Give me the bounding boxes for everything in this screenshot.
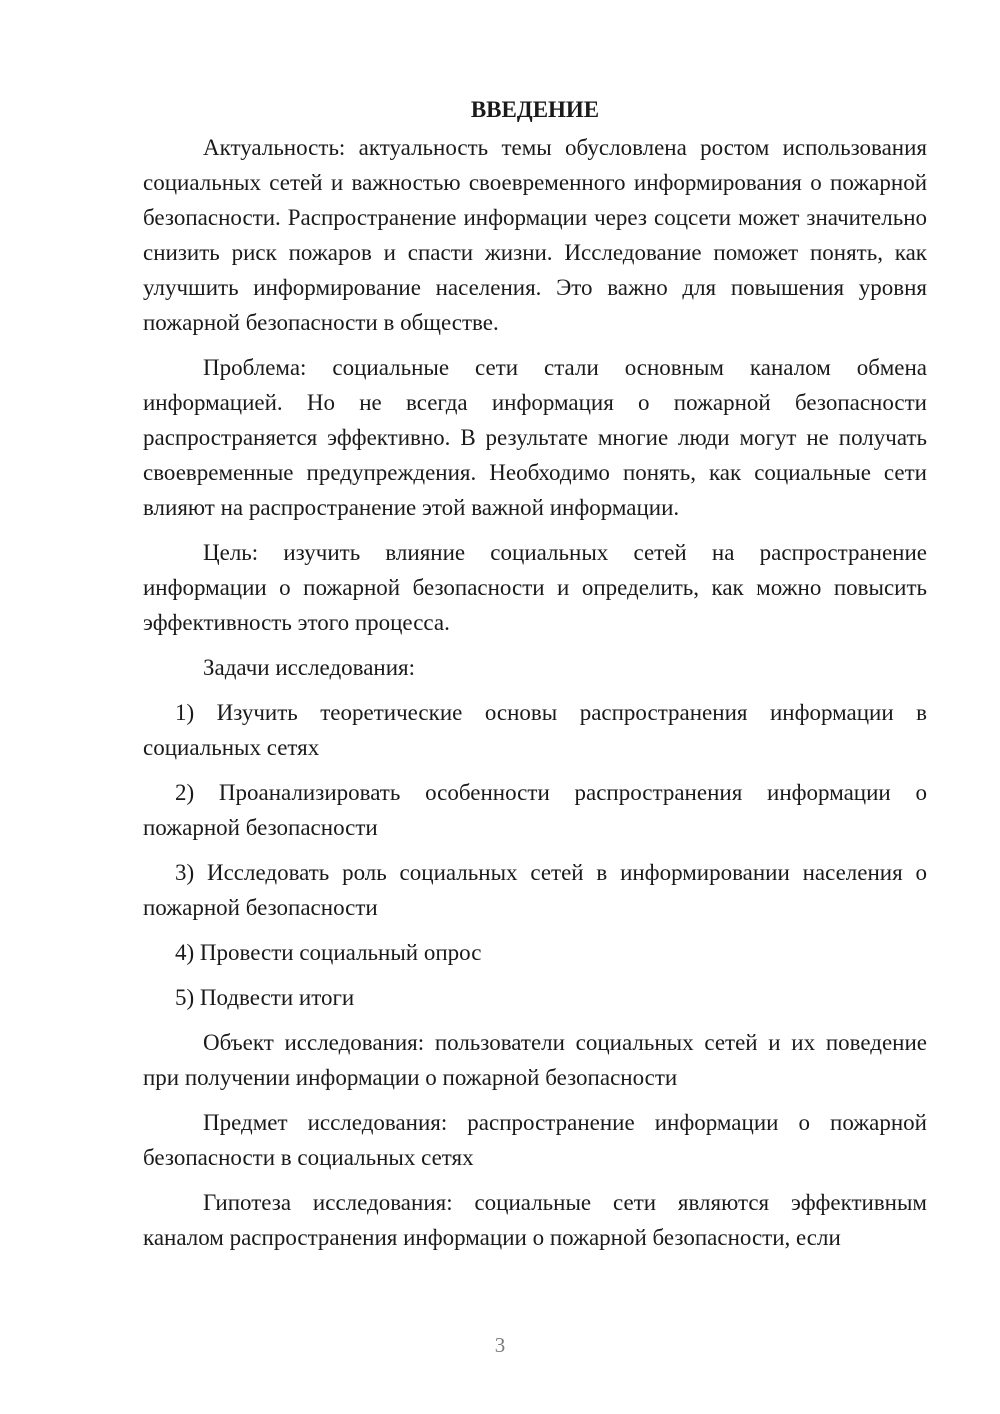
paragraph-object: Объект исследования: пользователи социальных сетей и их поведение при получении информации о пожарной безопасности [143, 1030, 927, 1090]
paragraph-goal: Цель: изучить влияние социальных сетей на распространение информации о пожарной безопасности и определить, как можно повысить эффективность этого процесса. [143, 540, 927, 635]
section-title: ВВЕДЕНИЕ [470, 97, 600, 122]
document-body [143, 92, 927, 1265]
paragraph-relevance: Актуальность: актуальность темы обусловлена ростом использования социальных сетей и важностью своевременного информирования о пожарной безопасности. Распространение информации через соцсети может значительно снизить риск пожаров и спасти жизни. Исследование поможет понять, как улучшить информирование населения. Это важно для повышения уровня пожарной безопасности в обществе. [143, 135, 927, 335]
task-list-item: 2) Проанализировать особенности распространения информации о пожарной безопасности [143, 780, 927, 840]
task-list-item: 4) Провести социальный опрос [175, 940, 482, 965]
task-list-item: 3) Исследовать роль социальных сетей в информировании населения о пожарной безопасности [143, 860, 927, 920]
paragraph-subject: Предмет исследования: распространение информации о пожарной безопасности в социальных сетях [143, 1110, 927, 1170]
paragraph-problem: Проблема: социальные сети стали основным каналом обмена информацией. Но не всегда информация о пожарной безопасности распространяется эффективно. В результате многие люди могут не получать своевременные предупреждения. Необходимо понять, как социальные сети влияют на распространение этой важной информации. [143, 355, 927, 520]
tasks-heading: Задачи исследования: [203, 655, 416, 680]
task-list-item: 5) Подвести итоги [175, 985, 355, 1010]
paragraph-hypothesis: Гипотеза исследования: социальные сети являются эффективным каналом распространения информации о пожарной безопасности, если [143, 1190, 927, 1250]
task-list-item: 1) Изучить теоретические основы распространения информации в социальных сетях [143, 700, 927, 760]
page-number: 3 [494, 1333, 506, 1357]
